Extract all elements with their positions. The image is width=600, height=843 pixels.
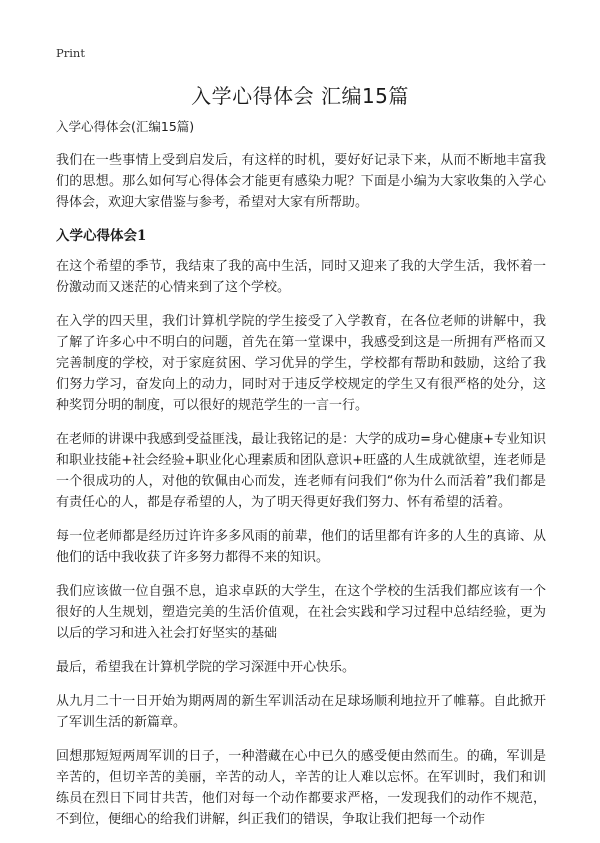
body-paragraph: 最后，希望我在计算机学院的学习深涯中开心快乐。 <box>56 660 356 675</box>
body-paragraph: 在入学的四天里，我们计算机学院的学生接受了入学教育，在各位老师的讲解中，我了解了许多心中不明白的问题，首先在第一堂课中，我感受到这是一所拥有严格而又完善制度的学校，对于家庭贫困、学习优异的学生，学校都有帮助和鼓励，这给了我们努力学习，奋发向上的动力，同时对于违反学校规定的学生又有很严格的处分，这种奖罚分明的制度，可以很好的规范学生的一言一行。 <box>56 314 546 413</box>
print-link[interactable]: Print <box>56 46 85 60</box>
body-paragraph: 每一位老师都是经历过许许多多风雨的前辈，他们的话里都有许多的人生的真谛、从他们的话中我收获了许多努力都得不来的知识。 <box>56 529 546 565</box>
body-paragraph: 回想那短短两周军训的日子，一种潜藏在心中已久的感受便由然而生。的确，军训是辛苦的，但切辛苦的美丽，辛苦的动人，辛苦的让人难以忘怀。在军训时，我们和训练员在烈日下同甘共苦，他们对每一个动作都要求严格，一发现我们的动作不规范，不到位，便细心的给我们讲解，纠正我们的错误，争取让我们把每一个动作 <box>56 749 546 827</box>
body-paragraph: 在老师的讲课中我感到受益匪浅，最让我铭记的是：大学的成功=身心健康+专业知识和职业技能+社会经验+职业化心理素质和团队意识+旺盛的人生成就欲望，连老师是一个很成功的人，对他的钦佩由心而发，连老师有问我们“你为什么而活着”我们都是有责任心的人，都是存希望的人，为了明天得更好我们努力、怀有希望的活着。 <box>56 432 546 510</box>
page-title: 入学心得体会 汇编15篇 <box>191 84 409 108</box>
document-body <box>56 118 546 843</box>
body-paragraph: 我们应该做一位自强不息，追求卓跃的大学生，在这个学校的生活我们都应该有一个很好的人生规划，塑造完美的生活价值观，在社会实践和学习过程中总结经验，更为以后的学习和进入社会打好坚实的基础 <box>56 584 546 641</box>
intro-paragraph: 我们在一些事情上受到启发后，有这样的时机，要好好记录下来，从而不断地丰富我们的思想。那么如何写心得体会才能更有感染力呢？下面是小编为大家收集的入学心得体会，欢迎大家借鉴与参考，希望对大家有所帮助。 <box>56 153 546 210</box>
body-paragraph: 从九月二十一日开始为期两周的新生军训活动在足球场顺利地拉开了帷幕。自此掀开了军训生活的新篇章。 <box>56 694 546 730</box>
document-subtitle: 入学心得体会(汇编15篇) <box>56 119 195 134</box>
section-heading: 入学心得体会1 <box>56 228 147 244</box>
body-paragraph: 在这个希望的季节，我结束了我的高中生活，同时又迎来了我的大学生活，我怀着一份激动而又迷茫的心情来到了这个学校。 <box>56 259 546 295</box>
